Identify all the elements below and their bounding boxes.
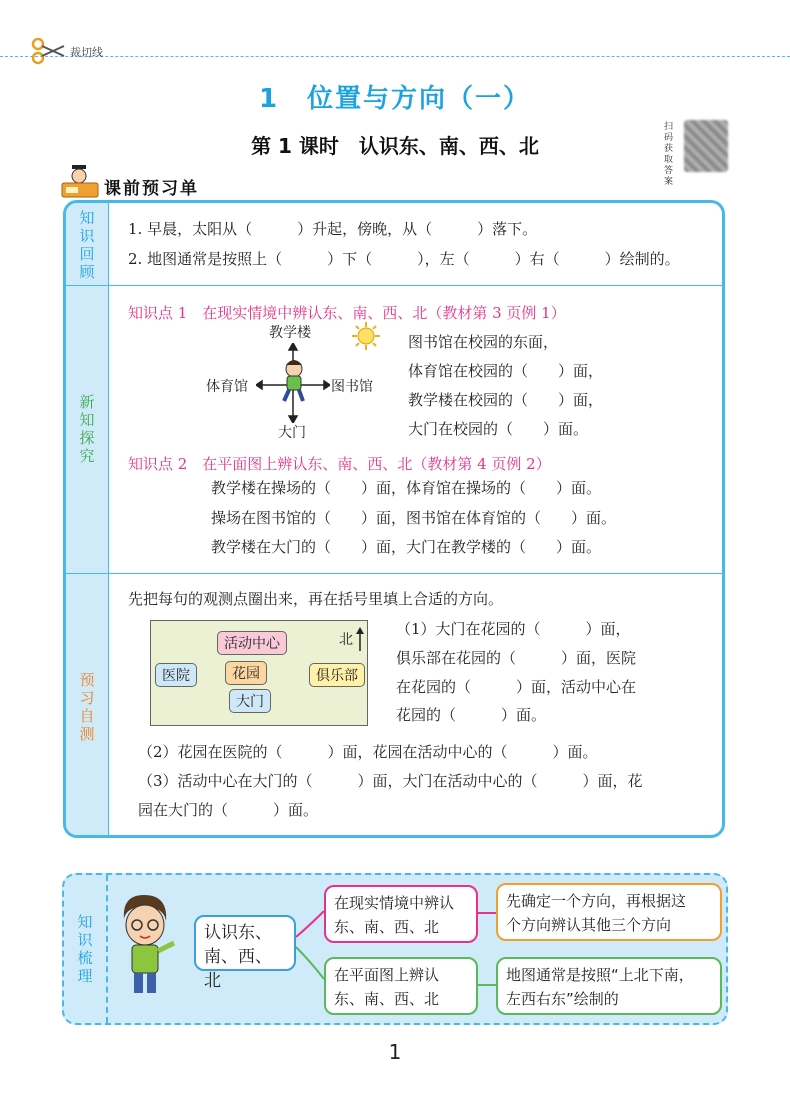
summary-label: 知识梳理: [77, 913, 93, 985]
north-arrow-icon: [355, 627, 365, 651]
kp2-line-3: 教学楼在大门的（ ）面，大门在教学楼的（ ）面。: [211, 538, 602, 556]
cut-line-label: 裁切线: [70, 46, 103, 59]
summary-branch-map: 在平面图上辨认 东、南、西、北: [324, 957, 478, 1015]
kp1-line-3: 教学楼在校园的（ ）面，: [408, 391, 604, 409]
map-place-club: 俱乐部: [309, 663, 365, 687]
map-place-hospital: 医院: [155, 663, 197, 687]
q1-line-3: 在花园的（ ）面，活动中心在: [396, 678, 637, 696]
compass-north-label: 教学楼: [269, 325, 311, 341]
divider: [66, 285, 725, 286]
kp2-line-1: 教学楼在操场的（ ）面，体育馆在操场的（ ）面。: [211, 479, 602, 497]
map-north-label: 北: [339, 632, 353, 648]
map-place-garden: 花园: [225, 661, 267, 685]
q1-line-2: 俱乐部在花园的（ ）面，医院: [396, 649, 637, 667]
divider: [66, 573, 725, 574]
section-label-review: 知识回顾: [79, 209, 95, 281]
summary-center-node: 认识东、 南、西、北: [194, 915, 296, 971]
summary-note-map: 地图通常是按照“上北下南， 左西右东”绘制的: [496, 957, 722, 1015]
sun-icon: [351, 321, 381, 351]
kp1-line-2: 体育馆在校园的（ ）面，: [408, 362, 604, 380]
cut-line: [0, 56, 790, 57]
student-desk-icon: [60, 165, 100, 201]
scissors-icon: [30, 36, 66, 66]
map-place-activity-center: 活动中心: [217, 631, 287, 655]
q1-line-4: 花园的（ ）面。: [396, 706, 547, 724]
map-place-gate: 大门: [229, 689, 271, 713]
q2-line: （2）花园在医院的（ ）面，花园在活动中心的（ ）面。: [138, 743, 598, 761]
section-label-selftest: 预习自测: [79, 671, 95, 743]
kp1-line-4: 大门在校园的（ ）面。: [408, 420, 589, 438]
review-question-2: 2. 地图通常是按照上（ ）下（ ），左（ ）右（ ）绘制的。: [128, 250, 680, 268]
kp2-line-2: 操场在图书馆的（ ）面，图书馆在体育馆的（ ）面。: [211, 509, 617, 527]
knowledge-point-2-title: 知识点 2 在平面图上辨认东、南、西、北（教材第 4 页例 2）: [128, 455, 551, 473]
knowledge-point-1-title: 知识点 1 在现实情境中辨认东、南、西、北（教材第 3 页例 1）: [128, 304, 566, 322]
compass-south-label: 大门: [278, 425, 306, 441]
preview-worksheet: [63, 200, 725, 838]
lesson-title: 第 1 课时 认识东、南、西、北: [251, 134, 539, 158]
q1-line-1: （1）大门在花园的（ ）面，: [396, 620, 631, 638]
qr-code[interactable]: [684, 120, 728, 172]
summary-note-real-world: 先确定一个方向，再根据这 个方向辨认其他三个方向: [496, 883, 722, 941]
compass-west-label: 体育馆: [206, 379, 248, 395]
summary-branch-real-world: 在现实情境中辨认 东、南、西、北: [324, 885, 478, 943]
section-label-explore: 新知探究: [79, 393, 95, 465]
kp1-line-1: 图书馆在校园的东面，: [408, 333, 559, 351]
review-question-1: 1. 早晨，太阳从（ ）升起，傍晚，从（ ）落下。: [128, 220, 538, 238]
qr-label: 扫码获取答案: [664, 122, 674, 187]
selftest-intro: 先把每句的观测点圈出来，再在括号里填上合适的方向。: [128, 590, 504, 608]
knowledge-summary: [62, 873, 728, 1025]
page-number: 1: [388, 1040, 402, 1064]
unit-title: 1 位置与方向（一）: [258, 84, 532, 114]
compass-arrows-with-boy: [256, 343, 330, 423]
q3-line-1: （3）活动中心在大门的（ ）面，大门在活动中心的（ ）面，花: [138, 772, 643, 790]
compass-east-label: 图书馆: [331, 379, 373, 395]
preview-title: 课前预习单: [104, 179, 199, 199]
garden-map: [150, 620, 368, 726]
q3-line-2: 园在大门的（ ）面。: [138, 801, 319, 819]
